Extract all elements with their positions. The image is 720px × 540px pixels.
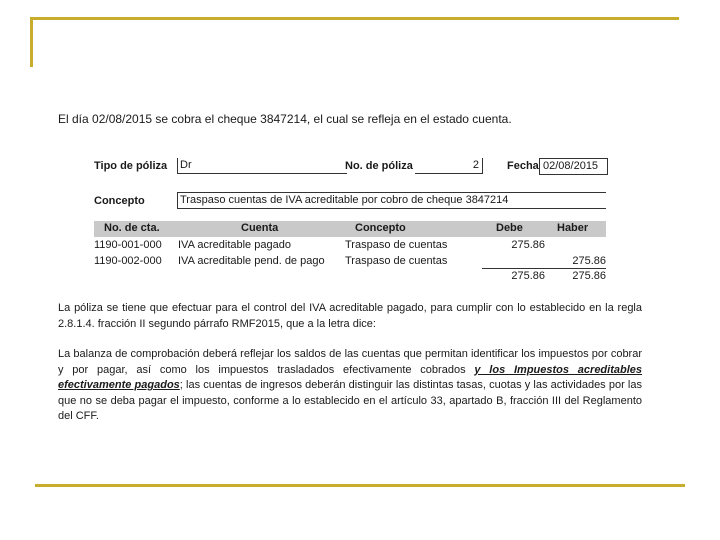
row-cuenta: IVA acreditable pagado xyxy=(178,239,291,251)
total-haber: 275.86 xyxy=(572,270,606,282)
cita-emphasis: y los Impuestos acreditables efectivamente pagados xyxy=(58,363,643,391)
concepto-value: Traspaso cuentas de IVA acreditable por cobro de cheque 3847214 xyxy=(180,194,509,206)
totals-row xyxy=(94,270,606,284)
paragraph-cita xyxy=(58,347,642,425)
intro-text: El día 02/08/2015 se cobra el cheque 3847214, el cual se refleja en el estado cuenta. xyxy=(58,112,512,126)
row-cta: 1190-002-000 xyxy=(94,255,162,267)
concepto-field-edge xyxy=(177,192,178,209)
header-cuenta: Cuenta xyxy=(241,222,279,234)
row-cuenta: IVA acreditable pend. de pago xyxy=(178,255,325,267)
fecha-label: Fecha xyxy=(507,160,539,172)
totals-line xyxy=(482,268,606,269)
tipo-field-edge xyxy=(177,158,178,174)
fecha-field xyxy=(539,158,608,175)
numero-value: 2 xyxy=(472,159,479,171)
cita-text-start: La balanza de comprobación deberá reflejar los saldos de las cuentas que permitan identificar los impuestos por cobrar y por pagar, así como los impuestos trasladados efectivamente cobrados xyxy=(58,348,642,376)
numero-field-edge xyxy=(482,158,483,174)
top-border-line xyxy=(30,17,679,20)
table-row xyxy=(94,255,606,269)
table-header xyxy=(94,221,606,237)
header-debe: Debe xyxy=(496,222,523,234)
numero-field xyxy=(415,158,482,174)
table-row xyxy=(94,239,606,253)
row-haber: 275.86 xyxy=(572,255,606,267)
fecha-value: 02/08/2015 xyxy=(543,160,599,172)
total-debe: 275.86 xyxy=(511,270,545,282)
tipo-field xyxy=(177,158,347,174)
numero-label: No. de póliza xyxy=(345,160,413,172)
paragraph-regla: La póliza se tiene que efectuar para el control del IVA acreditable pagado, para cumplir con lo establecido en la regla 2.8.1.4. fracción II segundo párrafo RMF2015, que a la letra dice: xyxy=(58,302,642,330)
header-haber: Haber xyxy=(557,222,589,234)
tipo-label: Tipo de póliza xyxy=(94,160,168,172)
row-debe: 275.86 xyxy=(511,239,545,251)
concepto-field xyxy=(177,192,606,209)
tipo-value: Dr xyxy=(180,159,192,171)
cita-text-end: ; las cuentas de ingresos deberán distinguir las distintas tasas, cuotas y las actividades por las que no se deba pagar el impuesto, conforme a lo establecido en el artículo 33, apartado B, fracción III del Reglamento del CFF. xyxy=(58,379,642,422)
row-concepto: Traspaso de cuentas xyxy=(345,255,448,267)
concepto-label: Concepto xyxy=(94,195,145,207)
row-cta: 1190-001-000 xyxy=(94,239,162,251)
header-cta: No. de cta. xyxy=(104,222,160,234)
bottom-border-line xyxy=(35,484,685,487)
poliza-form xyxy=(94,158,606,282)
header-concepto: Concepto xyxy=(355,222,406,234)
left-border-line xyxy=(30,17,33,67)
row-concepto: Traspaso de cuentas xyxy=(345,239,448,251)
